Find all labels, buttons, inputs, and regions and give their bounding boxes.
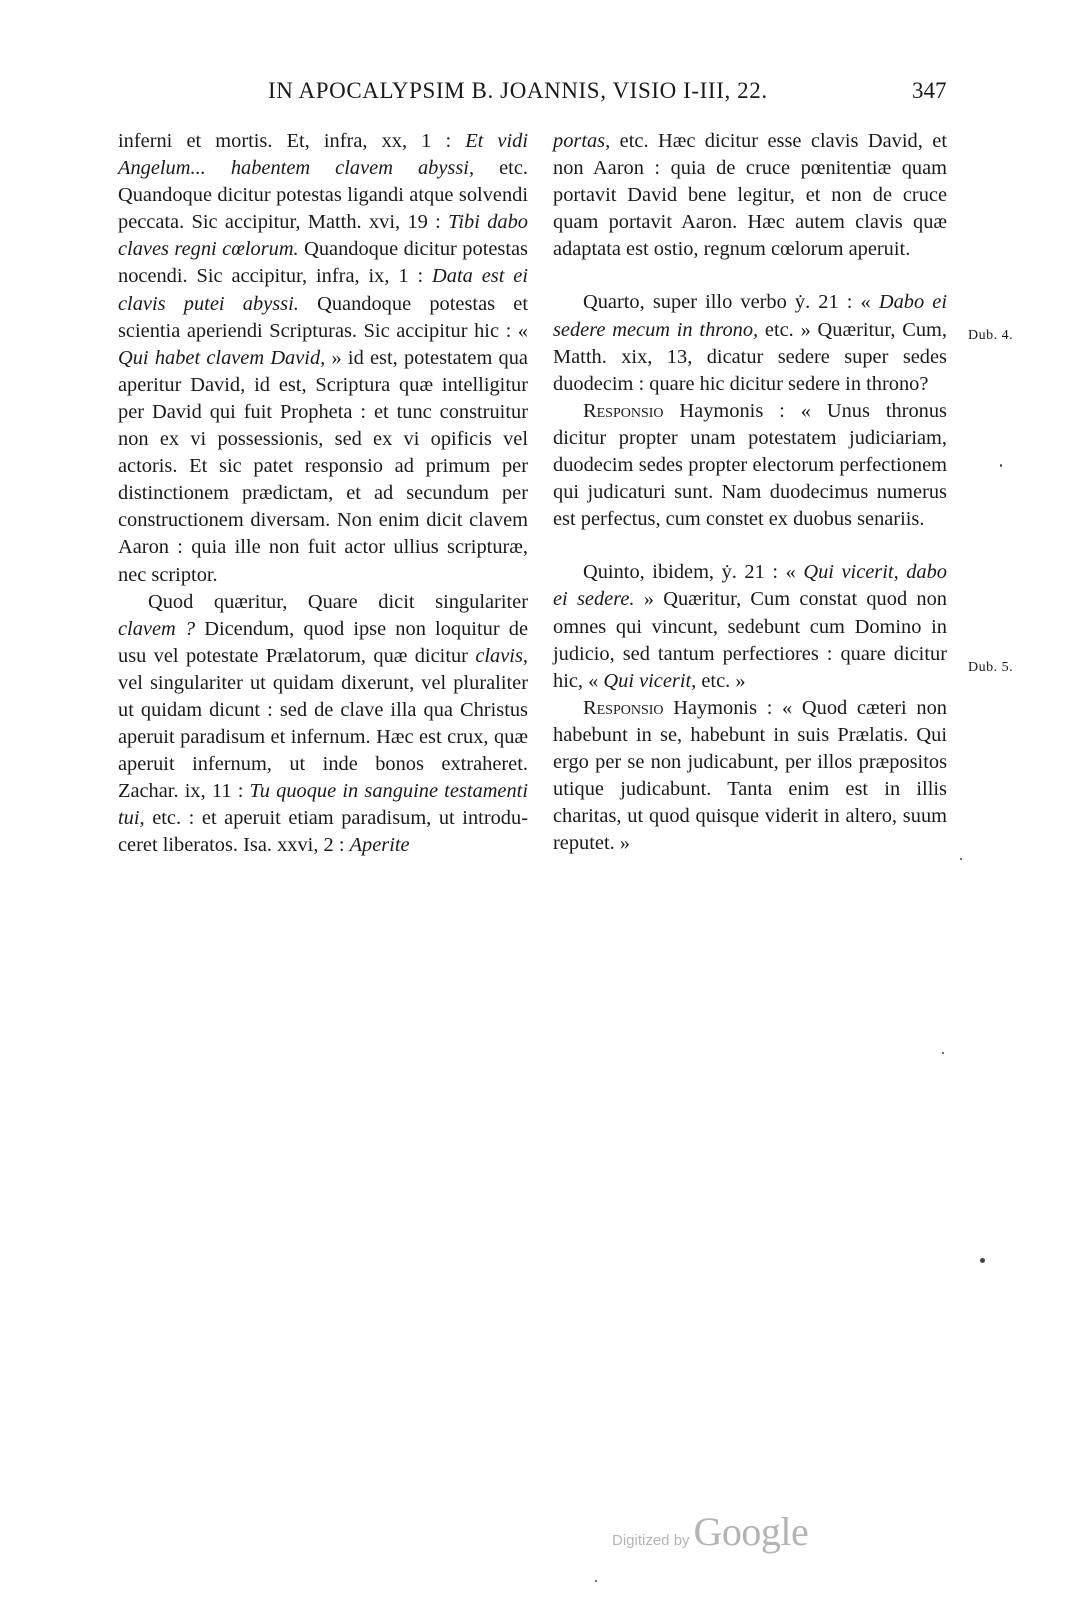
right-column bbox=[553, 128, 947, 857]
right-paragraph-3: Responsio Haymonis : « Unus thronus dicitur propter unam potestatem judiciariam, duodecim sedes propter electorum perfectionem qui judicaturi sunt. Nam duodecimus numerus est perfectus, cum constet ex duobus senariis. bbox=[553, 399, 947, 531]
quotation: Aperite bbox=[349, 834, 410, 857]
right-paragraph-2: Quarto, super illo verbo ẏ. 21 : « Dabo ei sedere mecum in throno, etc. » Quæritur, Cum, Matth. xix, 13, dicatur sedere super sedes duodecim : quare hic dicitur sedere in throno? bbox=[553, 291, 947, 395]
quotation: clavis, bbox=[475, 644, 528, 667]
ink-speck bbox=[960, 858, 962, 860]
quotation: clavem ? bbox=[118, 617, 196, 640]
quotation: Tu quoque in sanguine testamenti tui, bbox=[118, 780, 528, 830]
quotation: Tibi dabo claves regni cœlorum. bbox=[118, 211, 529, 261]
quotation: Qui vicerit, dabo ei sedere. bbox=[553, 561, 947, 611]
right-paragraph-4: Quinto, ibidem, ẏ. 21 : « Qui vicerit, dabo ei sedere. » Quæritur, Cum constat quod non omnes qui vincunt, sedebunt cum Domino in judicio, sed tantum perfectiores : quare dicitur hic, « Qui vicerit, etc. » bbox=[553, 561, 947, 692]
right-paragraph-1: portas, etc. Hæc dicitur esse clavis David, et non Aaron : quia de cruce pœnitentiæ quam portavit David bene legitur, et non de cruce quam portavit Aaron. Hæc autem clavis quæ adaptata est ostio, regnum cœlorum aperuit. bbox=[553, 130, 947, 261]
quotation: Qui vicerit, bbox=[603, 669, 697, 692]
left-paragraph-2: Quod quæritur, Quare dicit singulariter clavem ? Dicendum, quod ipse non loquitur de usu vel potestate Prælatorum, quæ dicitur clavis, vel singulariter ut quidam dixerunt, vel pluraliter ut quidam dicunt : sed de clave illa qua Christus aperuit paradisum et infernum. Hæc est crux, quæ aperuit infernum, ut inde bonos extraheret. Zachar. ix, 11 : Tu quoque in sanguine testamenti tui, etc. : et aperuit etiam paradisum, ut introduceret liberatos. Isa. xxvi, 2 : Aperite bbox=[118, 590, 528, 857]
digitized-by-google-watermark bbox=[612, 1508, 808, 1555]
quotation: portas, bbox=[553, 130, 611, 152]
ink-speck bbox=[942, 1052, 944, 1054]
running-title: IN APOCALYPSIM B. JOANNIS, VISIO I-III, 22. bbox=[268, 78, 768, 103]
page-number: 347 bbox=[912, 78, 947, 103]
quotation: Et vidi Angelum... habentem clavem abyssi, bbox=[118, 130, 528, 180]
right-paragraph-5: Responsio Haymonis : « Quod cæteri non habebunt in se, habebunt in suis Prælatis. Qui ergo per se non judicabunt, per illos præpositos utique judicabunt. Tanta enim est in illis charitas, ut quod quisque viderit in altero, suum reputet. » bbox=[553, 696, 947, 855]
digitized-by-text: Digitized by bbox=[612, 1532, 690, 1549]
margin-note-dub-5: Dub. 5. bbox=[968, 660, 1014, 675]
quotation: Data est ei clavis putei abyssi. bbox=[118, 265, 529, 315]
responsio-label: Responsio bbox=[583, 399, 664, 422]
ink-speck bbox=[980, 1258, 985, 1263]
left-paragraph-1: inferni et mortis. Et, infra, xx, 1 : Et vidi Angelum... habentem clavem abyssi, etc. Quandoque dicitur potestas ligandi atque solvendi peccata. Sic accipitur, Matth. xvi, 19 : Tibi dabo claves regni cœlorum. Quandoque dicitur potestas nocendi. Sic accipitur, infra, ix, 1 : Data est ei clavis putei abyssi. Quandoque potestas et scientia aperiendi Scripturas. Sic accipitur hic : « Qui habet clavem David, » id est, potestatem qua aperitur David, id est, Scriptura quæ intelligitur per David qui fuit Propheta : et tunc construitur non ex vi possessionis, sed ex vi opificis vel actoris. Et sic patet responsio ad primum per distinctionem prædictam, et ad secundum per constructionem diversam. Non enim dicit clavem Aaron : quia ille non fuit actor ullius scripturæ, nec scriptor. bbox=[118, 130, 529, 586]
quotation: Qui habet clavem David, bbox=[118, 346, 326, 369]
responsio-label: Responsio bbox=[583, 696, 664, 719]
ink-speck bbox=[1000, 464, 1002, 467]
left-column bbox=[118, 128, 528, 860]
margin-note-dub-4: Dub. 4. bbox=[968, 328, 1014, 343]
google-logo: Google bbox=[693, 1509, 809, 1554]
ink-speck bbox=[595, 1580, 597, 1582]
quotation: Dabo ei sedere mecum in throno, bbox=[553, 291, 947, 341]
